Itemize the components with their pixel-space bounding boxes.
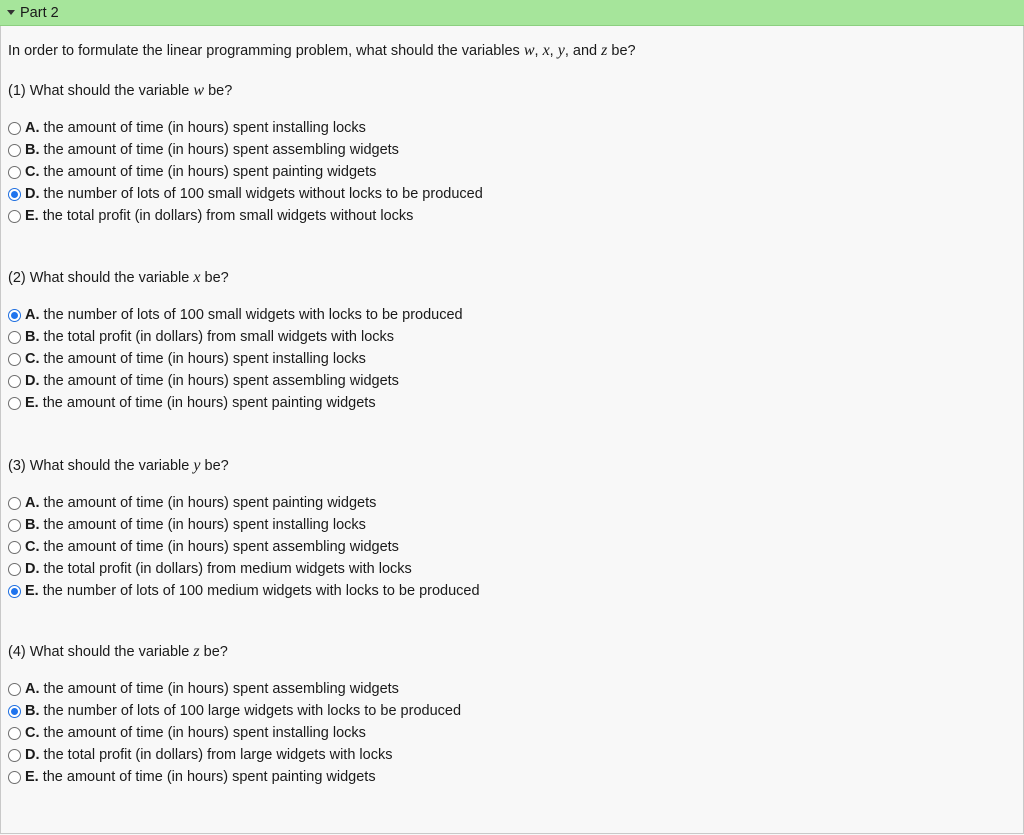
question-suffix: be?: [200, 458, 229, 474]
option-letter: E.: [25, 583, 39, 599]
option-letter: A.: [25, 307, 40, 323]
question-variable: y: [193, 457, 201, 474]
question-prefix: (1) What should the variable: [8, 83, 194, 99]
var-x: x: [542, 42, 550, 59]
question-text: [8, 643, 228, 661]
option-letter: E.: [25, 395, 39, 411]
radio-empty-icon[interactable]: [8, 397, 21, 410]
option-a[interactable]: [8, 305, 463, 325]
option-text: the amount of time (in hours) spent assembling widgets: [43, 142, 399, 158]
option-e[interactable]: [8, 767, 376, 787]
option-b[interactable]: [8, 140, 399, 160]
option-text: the number of lots of 100 medium widgets with locks to be produced: [42, 583, 480, 599]
radio-empty-icon[interactable]: [8, 353, 21, 366]
option-a[interactable]: [8, 118, 366, 138]
option-text: the total profit (in dollars) from small widgets without locks: [42, 208, 414, 224]
radio-selected-icon[interactable]: [8, 188, 21, 201]
option-text: the amount of time (in hours) spent installing locks: [43, 725, 366, 741]
question-prefix: (4) What should the variable: [8, 644, 194, 660]
option-text: the amount of time (in hours) spent assembling widgets: [43, 373, 399, 389]
option-text: the amount of time (in hours) spent installing locks: [43, 517, 366, 533]
radio-empty-icon[interactable]: [8, 683, 21, 696]
radio-empty-icon[interactable]: [8, 727, 21, 740]
radio-empty-icon[interactable]: [8, 771, 21, 784]
option-letter: B.: [25, 329, 40, 345]
radio-empty-icon[interactable]: [8, 144, 21, 157]
question-text: [8, 269, 229, 287]
option-text: the amount of time (in hours) spent painting widgets: [42, 395, 376, 411]
question-text: [8, 82, 232, 100]
option-text: the amount of time (in hours) spent assembling widgets: [43, 539, 399, 555]
option-letter: E.: [25, 208, 39, 224]
part-header[interactable]: [0, 0, 1024, 26]
radio-empty-icon[interactable]: [8, 519, 21, 532]
option-c[interactable]: [8, 723, 366, 743]
option-a[interactable]: [8, 493, 376, 513]
intro-after: be?: [607, 43, 636, 59]
radio-empty-icon[interactable]: [8, 749, 21, 762]
question-suffix: be?: [204, 83, 233, 99]
option-letter: D.: [25, 561, 40, 577]
option-letter: A.: [25, 681, 40, 697]
option-text: the total profit (in dollars) from large widgets with locks: [43, 747, 393, 763]
intro-text: [8, 42, 636, 60]
option-letter: D.: [25, 373, 40, 389]
question-prefix: (2) What should the variable: [8, 270, 194, 286]
option-text: the number of lots of 100 large widgets with locks to be produced: [43, 703, 462, 719]
option-letter: B.: [25, 142, 40, 158]
option-d[interactable]: [8, 184, 483, 204]
var-y: y: [557, 42, 565, 59]
intro-sep: ,: [549, 43, 558, 59]
option-letter: E.: [25, 769, 39, 785]
var-w: w: [523, 42, 535, 59]
question-variable: x: [193, 269, 201, 286]
option-c[interactable]: [8, 349, 366, 369]
option-text: the amount of time (in hours) spent assembling widgets: [43, 681, 399, 697]
radio-empty-icon[interactable]: [8, 563, 21, 576]
radio-empty-icon[interactable]: [8, 331, 21, 344]
intro-sep: ,: [534, 43, 543, 59]
option-c[interactable]: [8, 537, 399, 557]
question-variable: z: [193, 643, 200, 660]
option-letter: A.: [25, 495, 40, 511]
option-text: the total profit (in dollars) from medium widgets with locks: [43, 561, 412, 577]
option-letter: C.: [25, 351, 40, 367]
option-letter: C.: [25, 539, 40, 555]
option-b[interactable]: [8, 701, 461, 721]
question-prefix: (3) What should the variable: [8, 458, 194, 474]
question-text: [8, 457, 229, 475]
option-letter: A.: [25, 120, 40, 136]
question-variable: w: [193, 82, 205, 99]
option-e[interactable]: [8, 581, 480, 601]
option-d[interactable]: [8, 559, 412, 579]
radio-empty-icon[interactable]: [8, 210, 21, 223]
question-suffix: be?: [199, 644, 228, 660]
option-d[interactable]: [8, 745, 392, 765]
option-letter: C.: [25, 725, 40, 741]
radio-empty-icon[interactable]: [8, 375, 21, 388]
option-text: the number of lots of 100 small widgets with locks to be produced: [43, 307, 463, 323]
part-title: Part 2: [20, 4, 59, 21]
radio-empty-icon[interactable]: [8, 122, 21, 135]
option-text: the amount of time (in hours) spent painting widgets: [42, 769, 376, 785]
option-text: the amount of time (in hours) spent installing locks: [43, 120, 366, 136]
option-b[interactable]: [8, 327, 394, 347]
option-letter: C.: [25, 164, 40, 180]
option-d[interactable]: [8, 371, 399, 391]
radio-selected-icon[interactable]: [8, 309, 21, 322]
option-letter: B.: [25, 703, 40, 719]
option-letter: D.: [25, 747, 40, 763]
option-letter: B.: [25, 517, 40, 533]
radio-empty-icon[interactable]: [8, 541, 21, 554]
radio-empty-icon[interactable]: [8, 497, 21, 510]
intro-and: , and: [564, 43, 602, 59]
option-e[interactable]: [8, 393, 376, 413]
option-text: the amount of time (in hours) spent installing locks: [43, 351, 366, 367]
question-suffix: be?: [200, 270, 229, 286]
intro-before: In order to formulate the linear programming problem, what should the variables: [8, 43, 524, 59]
option-e[interactable]: [8, 206, 413, 226]
radio-selected-icon[interactable]: [8, 585, 21, 598]
option-a[interactable]: [8, 679, 399, 699]
option-text: the total profit (in dollars) from small widgets with locks: [43, 329, 395, 345]
caret-down-icon[interactable]: [7, 10, 15, 15]
option-text: the amount of time (in hours) spent painting widgets: [43, 164, 377, 180]
option-b[interactable]: [8, 515, 366, 535]
option-c[interactable]: [8, 162, 376, 182]
option-letter: D.: [25, 186, 40, 202]
option-text: the amount of time (in hours) spent painting widgets: [43, 495, 377, 511]
radio-empty-icon[interactable]: [8, 166, 21, 179]
radio-selected-icon[interactable]: [8, 705, 21, 718]
var-z: z: [601, 42, 608, 59]
option-text: the number of lots of 100 small widgets without locks to be produced: [43, 186, 483, 202]
